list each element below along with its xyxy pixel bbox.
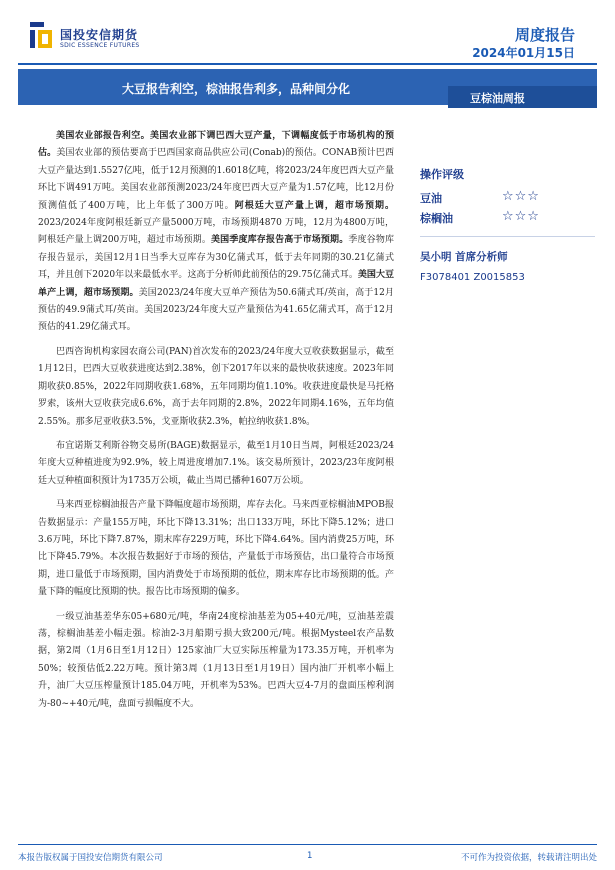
footer-copyright: 本报告版权属于国投安信期货有限公司	[18, 853, 163, 863]
star-rating-icon: ☆☆☆	[502, 189, 540, 204]
text-run: 季度谷物库存报告显示，美国12月1日当季大豆库存为30亿蒲式耳，低于去年同期的30.21亿蒲式耳，并且创下2020年以来最低水平。这高于分析师此前预估的29.75亿蒲式耳。	[38, 235, 394, 281]
analyst-license: F3078401 Z0015853	[420, 272, 525, 283]
body-paragraph	[38, 609, 394, 713]
text-run: 2023/2024年度阿根廷新豆产量5000万吨，市场预期4870 万吨，12月为4800万吨，阿根廷产量上调200万吨，超过市场预期。	[38, 218, 394, 246]
body-paragraph	[38, 344, 394, 431]
rating-row-palm-oil	[420, 210, 600, 230]
sidebar	[420, 166, 600, 283]
star-rating-icon: ☆☆☆	[502, 209, 540, 224]
bold-text-run: 阿根廷大豆产量上调，超市场预期。	[234, 200, 394, 211]
rating-label: 棕榈油	[420, 212, 453, 225]
company-name-cn: 国投安信期货	[60, 28, 139, 42]
report-body	[38, 128, 394, 720]
footer-disclaimer: 不可作为投资依据，转载请注明出处	[460, 853, 597, 863]
rating-label: 豆油	[420, 192, 442, 205]
company-logo-icon	[30, 22, 52, 48]
report-type: 周度报告	[514, 26, 575, 44]
bold-text-run: 美国季度库存报告高于市场预期。	[211, 235, 349, 246]
text-run: 美国农业部的预估要高于巴西国家商品供应公司(Conab)的预估。CONAB预计巴西大豆产量达到1.5527亿吨，低于12月预测的1.6018亿吨，将2023/24年度巴西大豆产量环比下调491万吨。美国农业部预测2023/24年度巴西大豆产量为1.57亿吨，比12月份预测值低了400万吨，比上年低了300万吨。	[38, 148, 394, 211]
footer-divider	[18, 844, 597, 845]
header-divider	[18, 63, 597, 65]
report-date: 2024年01月15日	[472, 46, 575, 60]
rating-title: 操作评级	[420, 168, 464, 181]
category-tag: 豆棕油周报	[448, 86, 597, 108]
text-run: 一级豆油基差华东05+680元/吨，华南24度棕油基差为05+40元/吨，豆油基差震荡，棕榈油基差小幅走强。棕油2-3月船期亏损大致200元/吨。根据Mysteel农产品数据，第2周（1月6日至1月12日）125家油厂大豆实际压榨量为173.35万吨，开机率为50%；较预估低2.22万吨。预计第3周（1月13日至1月19日）国内油厂开机率小幅上升，油厂大豆压榨量预计185.04万吨，开机率为53%。巴西大豆4-7月的盘面压榨利润为-80~+40元/吨，盘面亏损幅度不大。	[38, 611, 394, 709]
body-paragraph	[38, 438, 394, 490]
analyst-name: 吴小明 首席分析师	[420, 251, 508, 263]
text-run: 美国2023/24年度大豆单产预估为50.6蒲式耳/英亩，高于12月预估的49.9蒲式耳/英亩。美国2023/24年度大豆产量预估为41.65亿蒲式耳，高于12月预估的41.29亿蒲式耳。	[38, 287, 394, 333]
company-name-en: SDIC ESSENCE FUTURES	[60, 42, 140, 49]
text-run: 马来西亚棕榈油报告产量下降幅度超市场预期，库存去化。马来西亚棕榈油MPOB报告数据显示：产量155万吨，环比下降13.31%；出口133万吨，环比下降5.12%；进口3.6万吨，环比下降7.87%，期末库存229万吨，环比下降4.64%。国内消费25万吨，环比下降45.79%。本次报告数据好于市场的预估，产量低于市场预估，出口量符合市场预期，进口量低于市场预期，国内消费处于市场预期的低位，期末库存比市场预期的低。产量下降的幅度比预期的快。报告比市场预期的偏多。	[38, 500, 394, 598]
rating-row-soy-oil	[420, 190, 600, 210]
page-header	[0, 0, 615, 70]
bold-text-run: 美国农业部报告利空。美国农业部下调巴西大豆产量，下调幅度低于市场机构的预估。	[38, 131, 394, 159]
text-run: 巴西咨询机构家园农商公司(PAN)首次发布的2023/24年度大豆收获数据显示，截至1月12日，巴西大豆收获进度达到2.38%，创下2017年以来的最快收获速度。2023年同期收获0.85%，2022年同期收获1.68%，五年同期均值1.10%。收获进度最快是马托格罗索，该州大豆收获完成6.6%，高于去年同期的2.8%，2022年同期4.16%，五年均值2.55%。那多尼亚收获3.5%，戈亚斯收获2.3%，帕拉纳收获1.8%。	[38, 346, 394, 427]
sidebar-divider	[420, 236, 595, 237]
body-paragraph	[38, 128, 394, 337]
text-run: 布宜诺斯艾利斯谷物交易所(BAGE)数据显示，截至1月10日当周，阿根廷2023/24年度大豆种植进度为92.9%，较上周进度增加7.1%。该交易所预计，2023/23年度阿根廷大豆种植面积预计为1735万公顷，截止当周已播种1607万公顷。	[38, 440, 394, 486]
page-number: 1	[307, 851, 313, 861]
report-title: 大豆报告利空，棕油报告利多，品种间分化	[122, 82, 351, 96]
body-paragraph	[38, 497, 394, 601]
bold-text-run: 美国大豆单产上调，超市场预期。	[38, 270, 394, 298]
